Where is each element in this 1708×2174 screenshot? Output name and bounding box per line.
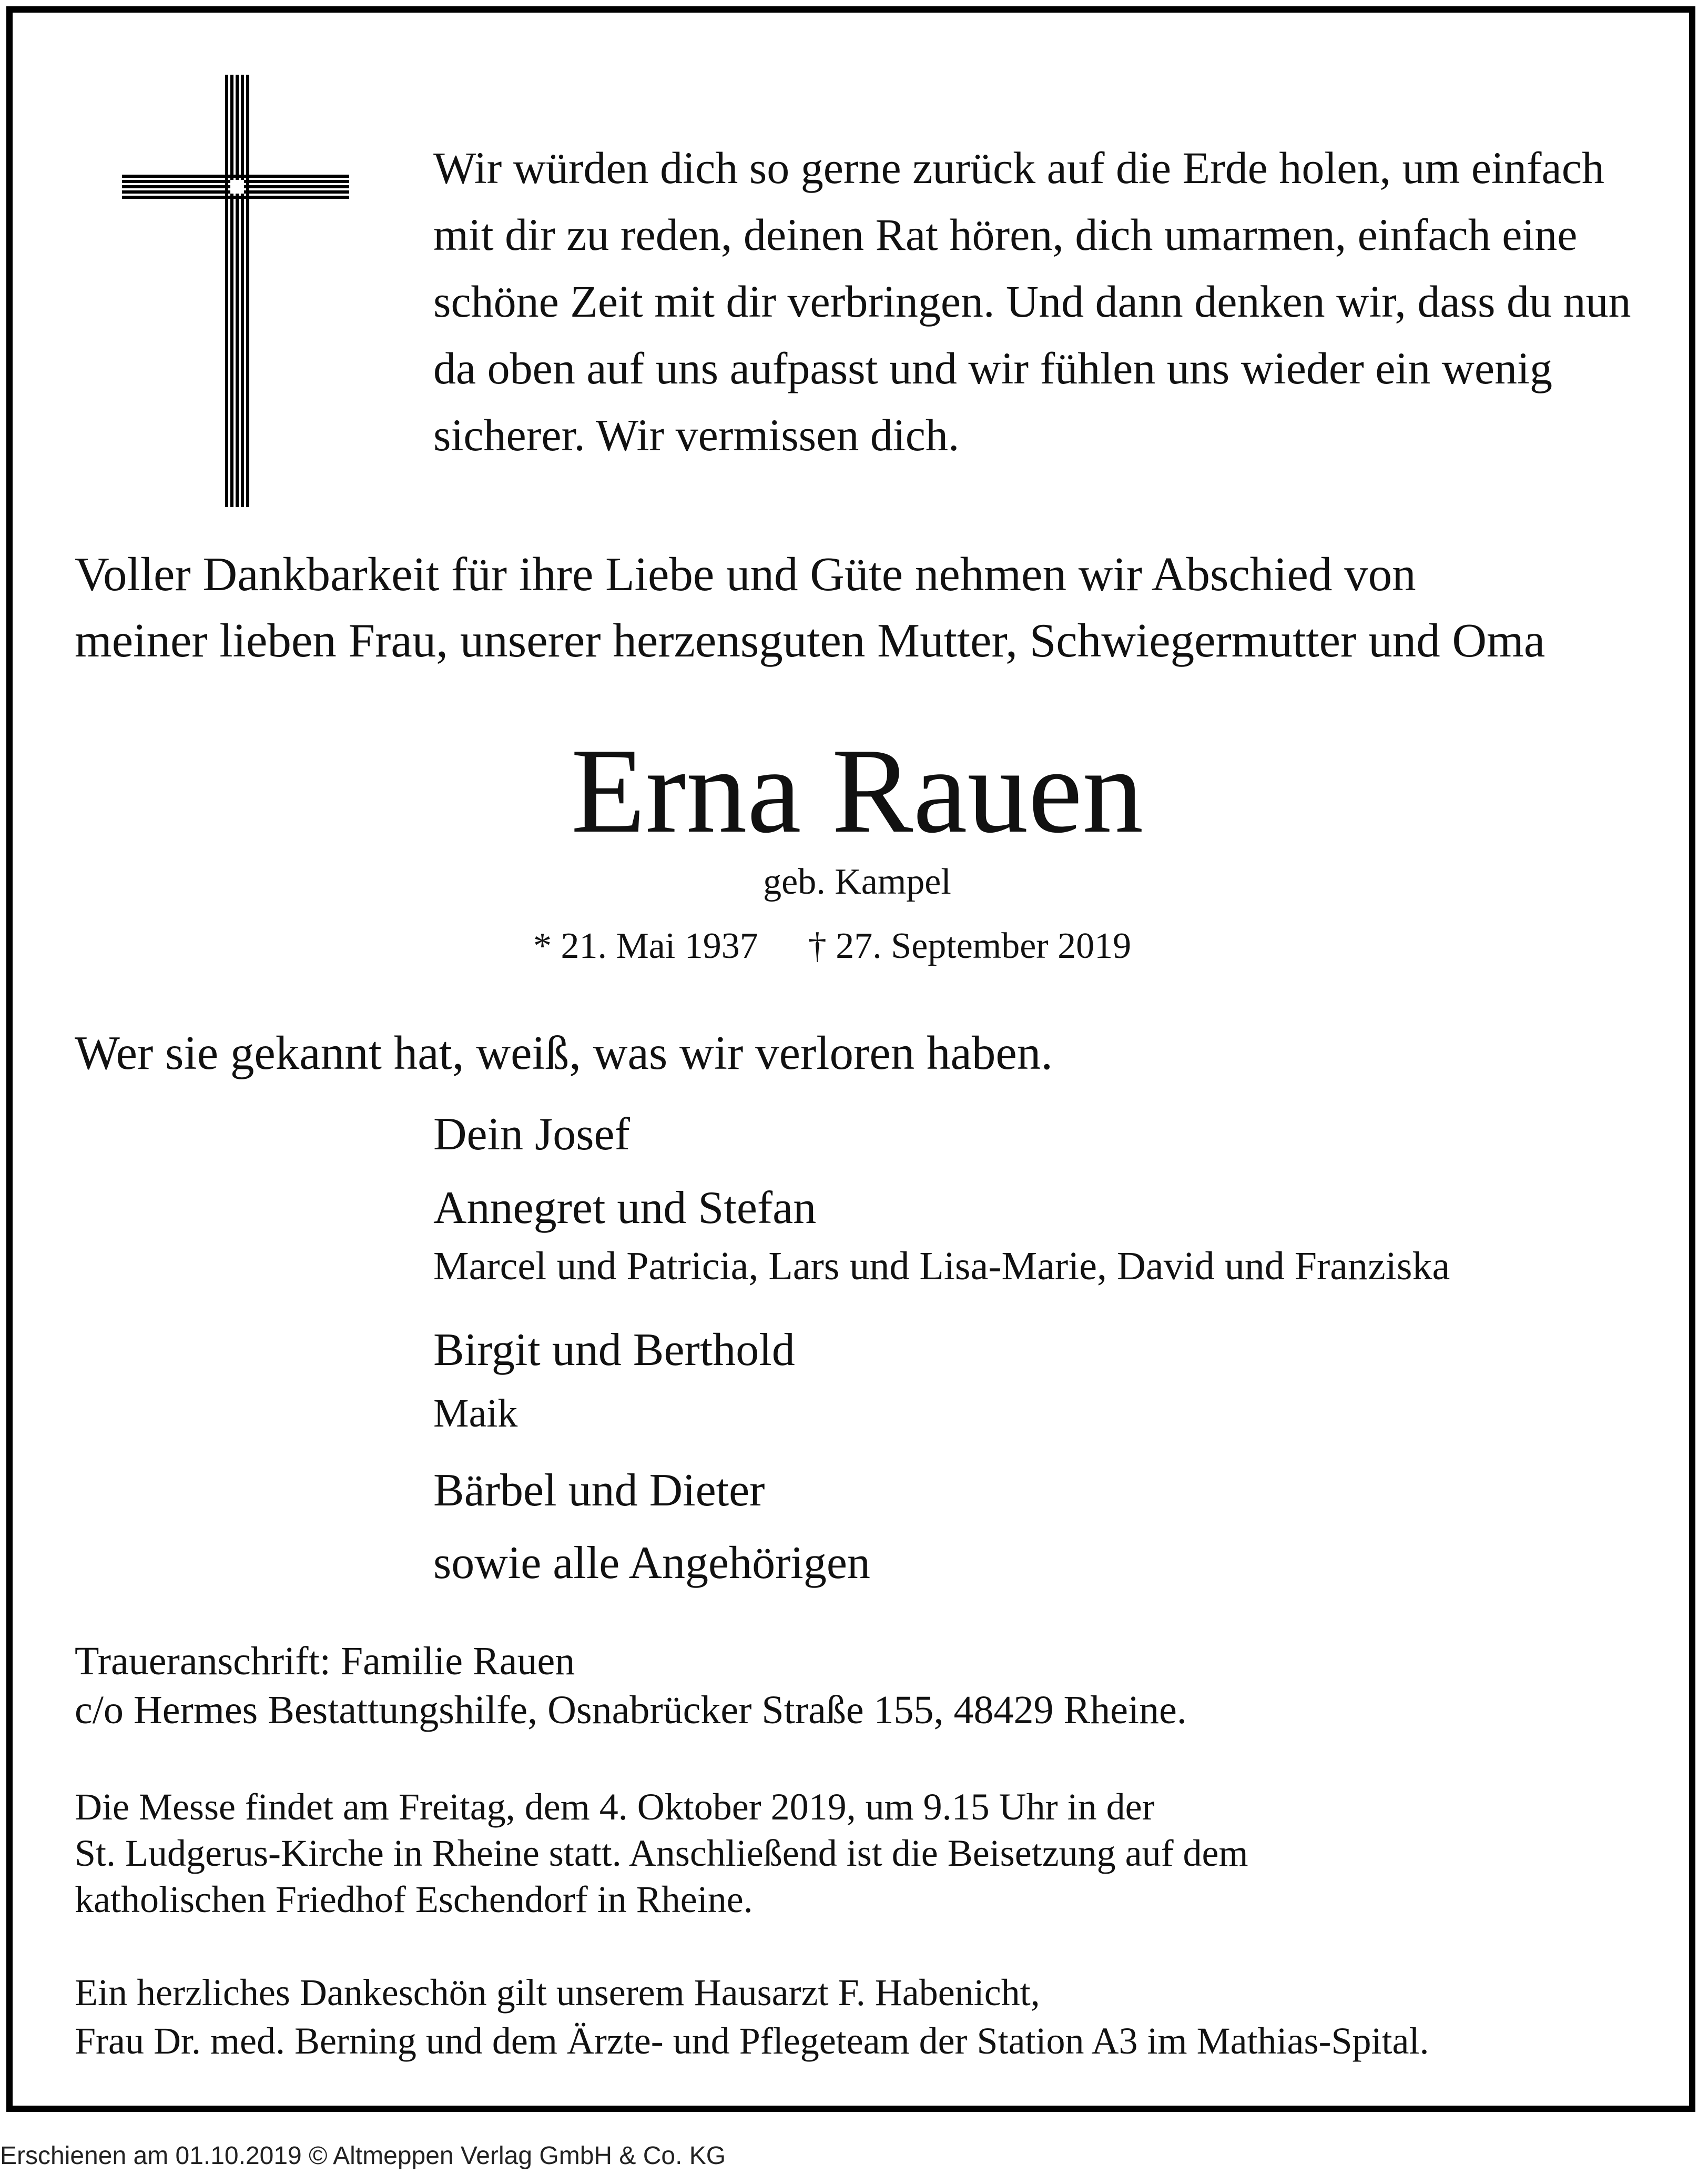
family-child-3: Bärbel und Dieter bbox=[433, 1465, 765, 1516]
intro-line: meiner lieben Frau, unserer herzensguten Mutter, Schwiegermutter und Oma bbox=[75, 614, 1546, 667]
deceased-name: Erna Rauen bbox=[571, 723, 1144, 858]
thanks-line: Frau Dr. med. Berning und dem Ärzte- und Pflegeteam der Station A3 im Mathias-Spital. bbox=[75, 2020, 1429, 2062]
funeral-service-info bbox=[75, 1784, 1248, 1923]
address-line: c/o Hermes Bestattungshilfe, Osnabrücker Straße 155, 48429 Rheine. bbox=[75, 1688, 1187, 1732]
family-husband: Dein Josef bbox=[433, 1109, 630, 1160]
memorial-quote: Wer sie gekannt hat, weiß, was wir verloren haben. bbox=[75, 1026, 1053, 1079]
cross-icon bbox=[122, 75, 349, 507]
address-line: Traueranschrift: Familie Rauen bbox=[75, 1639, 575, 1683]
family-others: sowie alle Angehörigen bbox=[433, 1538, 870, 1589]
birth-date: * 21. Mai 1937 bbox=[533, 926, 758, 966]
family-grandchildren-1: Marcel und Patricia, Lars und Lisa-Marie, David und Franziska bbox=[433, 1244, 1450, 1288]
life-dates bbox=[533, 923, 1131, 970]
family-grandchildren-2: Maik bbox=[433, 1391, 518, 1435]
death-date: † 27. September 2019 bbox=[808, 926, 1132, 966]
service-line: St. Ludgerus-Kirche in Rheine statt. Anschließend ist die Beisetzung auf dem bbox=[75, 1832, 1248, 1874]
service-line: katholischen Friedhof Eschendorf in Rheine. bbox=[75, 1878, 753, 1920]
memorial-poem bbox=[433, 135, 1674, 469]
obituary-notice bbox=[6, 6, 1695, 2112]
poem-line: da oben auf uns aufpasst und wir fühlen uns wieder ein wenig bbox=[433, 343, 1552, 393]
poem-line: mit dir zu reden, deinen Rat hören, dich umarmen, einfach eine bbox=[433, 209, 1578, 260]
service-line: Die Messe findet am Freitag, dem 4. Oktober 2019, um 9.15 Uhr in der bbox=[75, 1786, 1155, 1828]
intro-text bbox=[75, 541, 1545, 674]
family-child-1: Annegret und Stefan bbox=[433, 1182, 817, 1233]
thanks-line: Ein herzliches Dankeschön gilt unserem Hausarzt F. Habenicht, bbox=[75, 1971, 1040, 2014]
poem-line: sicherer. Wir vermissen dich. bbox=[433, 410, 960, 460]
birth-name: geb. Kampel bbox=[763, 862, 951, 902]
intro-line: Voller Dankbarkeit für ihre Liebe und Güte nehmen wir Abschied von bbox=[75, 548, 1416, 601]
mourning-address bbox=[75, 1637, 1187, 1735]
poem-line: Wir würden dich so gerne zurück auf die Erde holen, um einfach bbox=[433, 143, 1604, 193]
publication-footer: Erschienen am 01.10.2019 © Altmeppen Verlag GmbH & Co. KG bbox=[0, 2142, 726, 2170]
poem-line: schöne Zeit mit dir verbringen. Und dann denken wir, dass du nun bbox=[433, 276, 1631, 327]
thank-you-note bbox=[75, 1968, 1429, 2065]
family-child-2: Birgit und Berthold bbox=[433, 1324, 795, 1376]
